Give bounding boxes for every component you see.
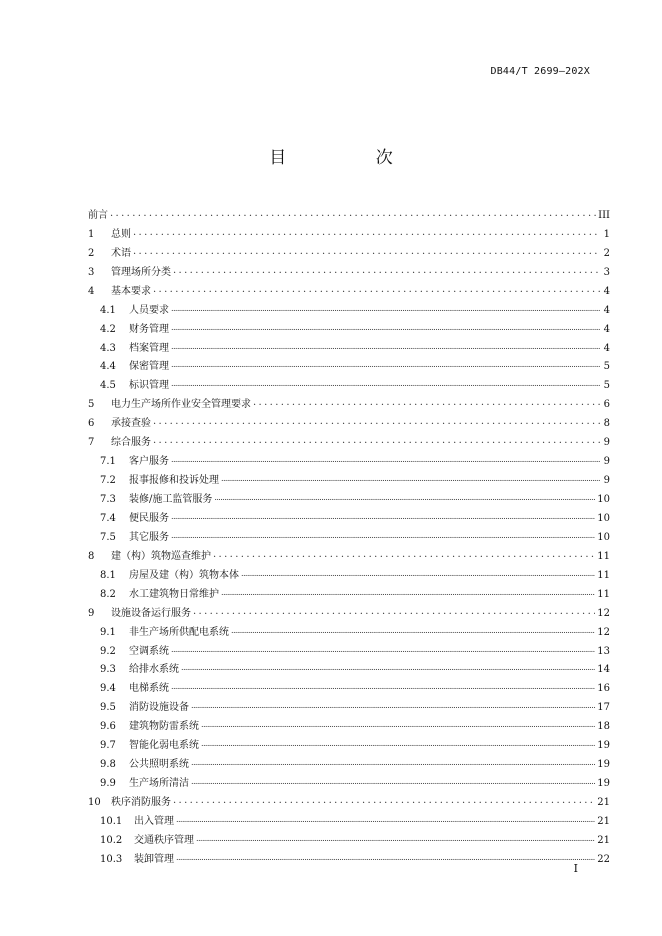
toc-entry-label: 报事报修和投诉处理: [129, 475, 219, 487]
dot-leader: [171, 323, 600, 335]
toc-entry-number: 5: [88, 399, 95, 411]
toc-entry-page: 13: [597, 645, 610, 657]
toc-entry-number: 7.2: [100, 475, 116, 487]
toc-entry[interactable]: [88, 259, 610, 278]
toc-entry-label: 建筑物防雷系统: [129, 721, 199, 733]
toc-entry[interactable]: [88, 694, 610, 713]
dot-leader: [173, 796, 595, 808]
toc-entry-number: 10: [88, 797, 101, 808]
toc-entry-label: 承接查验: [111, 418, 151, 430]
dot-leader: [171, 455, 600, 467]
toc-entry-number: 7: [88, 437, 95, 449]
toc-entry-page: 19: [597, 778, 610, 790]
toc-entry-page: 8: [603, 418, 610, 430]
toc-entry-number: 9.2: [100, 645, 116, 657]
toc-entry-page: 10: [597, 512, 610, 524]
toc-entry-number: 9.8: [100, 759, 116, 771]
toc-entry[interactable]: [88, 240, 610, 259]
toc-entry-page: 10: [597, 531, 610, 543]
dot-leader: [171, 645, 595, 657]
toc-entry[interactable]: [88, 789, 610, 808]
toc-entry[interactable]: [88, 505, 610, 524]
toc-entry-number: 9.7: [100, 740, 116, 752]
toc-entry-number: 7.1: [100, 456, 116, 468]
toc-entry[interactable]: [88, 732, 610, 751]
dot-leader: [133, 228, 600, 240]
toc-entry-number: 10.2: [100, 834, 123, 846]
toc-entry[interactable]: [88, 713, 610, 732]
toc-entry-label: 消防设施设备: [129, 702, 189, 714]
toc-entry-number: 9.3: [100, 664, 116, 676]
toc-entry-page: 4: [603, 342, 610, 354]
dot-leader: [171, 512, 595, 524]
dot-leader: [201, 739, 595, 751]
toc-entry-page: 12: [597, 626, 610, 638]
toc-entry-label: 总则: [111, 228, 131, 240]
toc-entry[interactable]: [88, 448, 610, 467]
toc-entry-number: 7.5: [100, 531, 116, 543]
toc-entry-label: 非生产场所供配电系统: [129, 626, 229, 638]
toc-entry[interactable]: [88, 846, 610, 865]
toc-entry-label: 装修/施工监管服务: [129, 494, 213, 505]
toc-entry[interactable]: [88, 562, 610, 581]
toc-entry-label: 管理场所分类: [111, 266, 171, 278]
dot-leader: [181, 663, 595, 675]
toc-entry[interactable]: [88, 808, 610, 827]
toc-entry-number: 4.4: [100, 361, 116, 373]
toc-entry-page: 9: [603, 456, 610, 468]
toc-entry[interactable]: [88, 675, 610, 694]
toc-entry-page: 17: [597, 702, 610, 714]
toc-entry-label: 其它服务: [129, 531, 169, 543]
toc-entry-page: 4: [603, 323, 610, 335]
toc-entry-page: 21: [597, 834, 610, 846]
toc-entry-page: 21: [597, 815, 610, 827]
toc-entry[interactable]: [88, 429, 610, 448]
toc-entry-label: 便民服务: [129, 512, 169, 524]
toc-entry-page: 9: [603, 437, 610, 449]
page-title: 目 次: [269, 148, 435, 168]
dot-leader: [153, 436, 600, 448]
toc-entry-page: 5: [603, 361, 610, 373]
toc-entry-page: 6: [603, 399, 610, 411]
toc-entry[interactable]: [88, 524, 610, 543]
dot-leader: [191, 777, 595, 789]
toc-entry[interactable]: [88, 316, 610, 335]
toc-entry[interactable]: [88, 467, 610, 486]
toc-entry-label: 房屋及建（构）筑物本体: [129, 569, 239, 581]
toc-entry-number: 3: [88, 266, 95, 278]
dot-leader: [193, 607, 595, 619]
toc-entry-number: 6: [88, 418, 95, 430]
toc-entry[interactable]: [88, 619, 610, 638]
toc-entry-page: 9: [603, 475, 610, 487]
toc-entry-label: 人员要求: [129, 304, 169, 316]
toc-entry-number: 4.2: [100, 323, 116, 335]
toc-entry[interactable]: [88, 391, 610, 410]
toc-entry-page: 18: [597, 721, 610, 733]
toc-entry-label: 空调系统: [129, 645, 169, 657]
toc-entry[interactable]: [88, 751, 610, 770]
toc-entry[interactable]: [88, 297, 610, 316]
dot-leader: [171, 360, 600, 372]
table-of-contents: [88, 202, 610, 865]
toc-entry-number: 9.4: [100, 683, 116, 695]
toc-entry[interactable]: [88, 486, 610, 505]
toc-entry-label: 标识管理: [129, 380, 169, 392]
dot-leader: [201, 720, 595, 732]
toc-entry-page: 21: [597, 797, 610, 808]
toc-entry-page: 4: [603, 304, 610, 316]
toc-entry-label: 基本要求: [111, 285, 151, 297]
toc-entry[interactable]: [88, 202, 610, 221]
toc-entry-label: 水工建筑物日常维护: [129, 588, 219, 600]
dot-leader: [196, 834, 595, 846]
dot-leader: [221, 588, 595, 600]
toc-entry-label: 出入管理: [134, 815, 174, 827]
toc-entry-label: 生产场所清洁: [129, 778, 189, 790]
toc-entry-page: 14: [597, 664, 610, 676]
toc-entry[interactable]: [88, 600, 610, 619]
toc-entry-label: 综合服务: [111, 437, 151, 449]
toc-entry-number: 8.1: [100, 569, 116, 581]
toc-entry[interactable]: [88, 335, 610, 354]
toc-entry-page: 4: [603, 285, 610, 297]
toc-entry-label: 档案管理: [129, 342, 169, 354]
toc-entry-page: 19: [597, 759, 610, 771]
toc-entry-page: 10: [597, 494, 610, 505]
toc-entry-label: 智能化弱电系统: [129, 740, 199, 752]
dot-leader: [221, 474, 600, 486]
toc-entry-number: 4.1: [100, 304, 116, 316]
toc-entry-page: 11: [597, 569, 610, 581]
dot-leader: [241, 569, 595, 581]
toc-entry-page: 5: [603, 380, 610, 392]
toc-entry[interactable]: [88, 638, 610, 657]
toc-entry[interactable]: [88, 581, 610, 600]
toc-entry-label: 公共照明系统: [129, 759, 189, 771]
toc-entry-page: 16: [597, 683, 610, 695]
toc-entry-number: 4: [88, 285, 95, 297]
toc-entry-label: 财务管理: [129, 323, 169, 335]
toc-entry-number: 8.2: [100, 588, 116, 600]
toc-entry-label: 保密管理: [129, 361, 169, 373]
dot-leader: [253, 398, 600, 410]
toc-entry-page: III: [598, 209, 610, 221]
toc-entry[interactable]: [88, 657, 610, 676]
toc-entry-label: 给排水系统: [129, 664, 179, 676]
dot-leader: [231, 626, 595, 638]
toc-entry[interactable]: [88, 372, 610, 391]
toc-entry-number: 2: [88, 247, 95, 259]
dot-leader: [173, 266, 600, 278]
toc-entry-label: 建（构）筑物巡查维护: [111, 550, 211, 562]
dot-leader: [214, 493, 595, 505]
toc-entry[interactable]: [88, 354, 610, 373]
toc-entry-page: 2: [603, 247, 610, 259]
dot-leader: [191, 701, 595, 713]
dot-leader: [191, 758, 595, 770]
toc-entry-number: 7.3: [100, 494, 116, 505]
toc-entry-page: 22: [597, 853, 610, 865]
toc-entry[interactable]: [88, 221, 610, 240]
toc-entry-number: 9: [88, 607, 95, 619]
dot-leader: [171, 342, 600, 354]
toc-entry-number: 9.6: [100, 721, 116, 733]
dot-leader: [176, 853, 595, 865]
toc-entry-number: 9.1: [100, 626, 116, 638]
toc-entry[interactable]: [88, 410, 610, 429]
toc-entry-number: 10.3: [100, 853, 123, 865]
toc-entry[interactable]: [88, 770, 610, 789]
toc-entry-label: 装卸管理: [134, 853, 174, 865]
dot-leader: [213, 550, 595, 562]
toc-entry-label: 交通秩序管理: [134, 834, 194, 846]
page-number: I: [573, 862, 578, 875]
toc-entry-label: 电梯系统: [129, 683, 169, 695]
dot-leader: [171, 531, 595, 543]
toc-entry-number: 8: [88, 550, 95, 562]
toc-entry-number: 10.1: [100, 815, 123, 827]
toc-entry-page: 11: [597, 588, 610, 600]
toc-entry-number: 9.5: [100, 702, 116, 714]
toc-entry-number: 4.5: [100, 380, 116, 392]
toc-entry-page: 1: [603, 228, 610, 240]
toc-entry-label: 前言: [88, 209, 108, 221]
toc-entry-number: 9.9: [100, 778, 116, 790]
toc-entry-page: 11: [597, 550, 610, 562]
toc-entry[interactable]: [88, 543, 610, 562]
toc-entry[interactable]: [88, 827, 610, 846]
dot-leader: [153, 417, 600, 429]
dot-leader: [133, 247, 600, 259]
dot-leader: [110, 209, 596, 221]
toc-entry-label: 术语: [111, 247, 131, 259]
dot-leader: [176, 815, 595, 827]
toc-entry-number: 1: [88, 228, 95, 240]
toc-entry-label: 客户服务: [129, 456, 169, 468]
toc-entry-page: 3: [603, 266, 610, 278]
standard-code: DB44/T 2699—202X: [490, 66, 590, 77]
toc-entry-label: 设施设备运行服务: [111, 607, 191, 619]
toc-entry-label: 秩序消防服务: [111, 797, 171, 808]
toc-entry-number: 4.3: [100, 342, 116, 354]
toc-entry-number: 7.4: [100, 512, 116, 524]
dot-leader: [171, 304, 600, 316]
toc-entry-page: 12: [597, 607, 610, 619]
toc-entry-label: 电力生产场所作业安全管理要求: [111, 399, 251, 411]
dot-leader: [153, 285, 600, 297]
toc-entry[interactable]: [88, 278, 610, 297]
dot-leader: [171, 379, 600, 391]
toc-entry-page: 19: [597, 740, 610, 752]
dot-leader: [171, 682, 595, 694]
